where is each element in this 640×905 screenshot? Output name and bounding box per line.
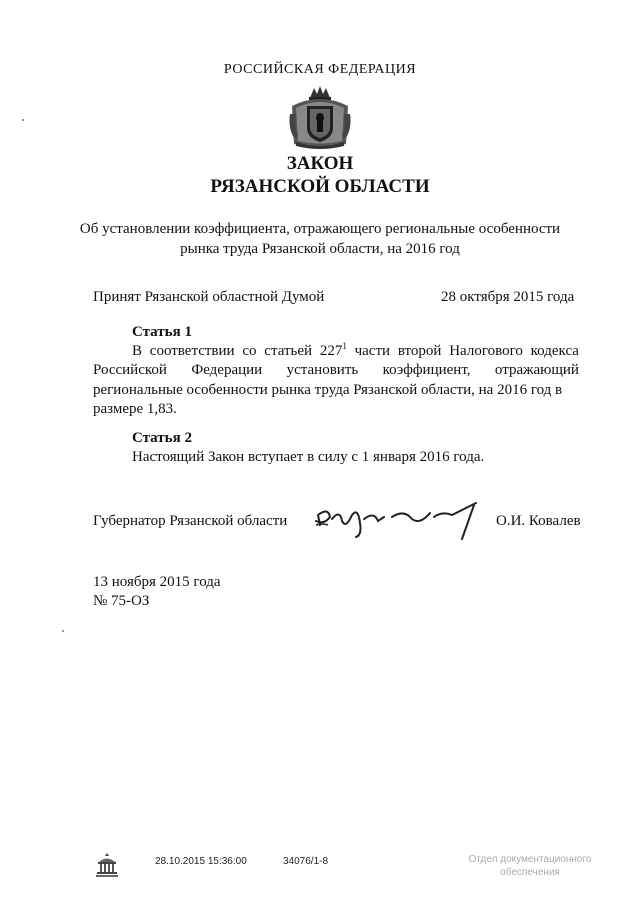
article-1-rest: региональные особенности рынка труда Рязанской области, на 2016 год в размере 1,83. [93,382,563,417]
article-2-body: Настоящий Закон вступает в силу с 1 января 2016 года. [132,449,485,465]
word: кодекса [530,343,579,359]
footer-note: Отдел документационного обеспечения [468,854,592,878]
article-1-line-1 [132,343,579,360]
word: Федерации [191,362,263,378]
article-1-line-2 [93,362,579,379]
word: Российской [93,362,167,378]
law-subject-line1: Об установлении коэффициента, отражающего региональные особенности [79,221,561,237]
federation-header: РОССИЙСКАЯ ФЕДЕРАЦИЯ [223,62,417,77]
word: установить [286,362,359,378]
coat-of-arms-icon [286,84,354,150]
law-subject-line2: рынка труда Рязанской области, на 2016 год [180,241,460,257]
signer-name: О.И. Ковалев [496,513,581,529]
sign-date: 13 ноября 2015 года [93,574,221,590]
adopted-date: 28 октября 2015 года [441,289,575,305]
footer-timestamp: 28.10.2015 15:36:00 [155,856,247,867]
word: коэффициент, [382,362,471,378]
article-number-value: 227 [319,343,343,359]
handwritten-signature [312,495,490,545]
article-1-heading: Статья 1 [132,324,192,340]
word: отражающий [494,362,579,378]
word: Налогового [449,343,523,359]
word: В [132,343,143,359]
footer-doc-id: 34076/1-8 [283,856,329,867]
law-number: № 75-ОЗ [93,593,150,609]
law-title-line1: ЗАКОН [286,153,354,174]
scan-speck [62,630,64,632]
article-2-heading: Статья 2 [132,430,192,446]
scan-speck [22,119,24,121]
article-number [320,343,347,360]
article-number-superscript: 1 [342,341,347,351]
law-title-line2: РЯЗАНСКОЙ ОБЛАСТИ [210,176,430,197]
law-subject [0,219,640,259]
word: со [242,343,257,359]
signature-title: Губернатор Рязанской области [93,513,288,529]
word: части [354,343,391,359]
adopted-by: Принят Рязанской областной Думой [93,289,325,305]
duma-building-logo-icon [95,852,119,878]
word: соответствии [149,343,235,359]
law-title [0,152,640,198]
word: статьей [264,343,313,359]
word: второй [397,343,442,359]
